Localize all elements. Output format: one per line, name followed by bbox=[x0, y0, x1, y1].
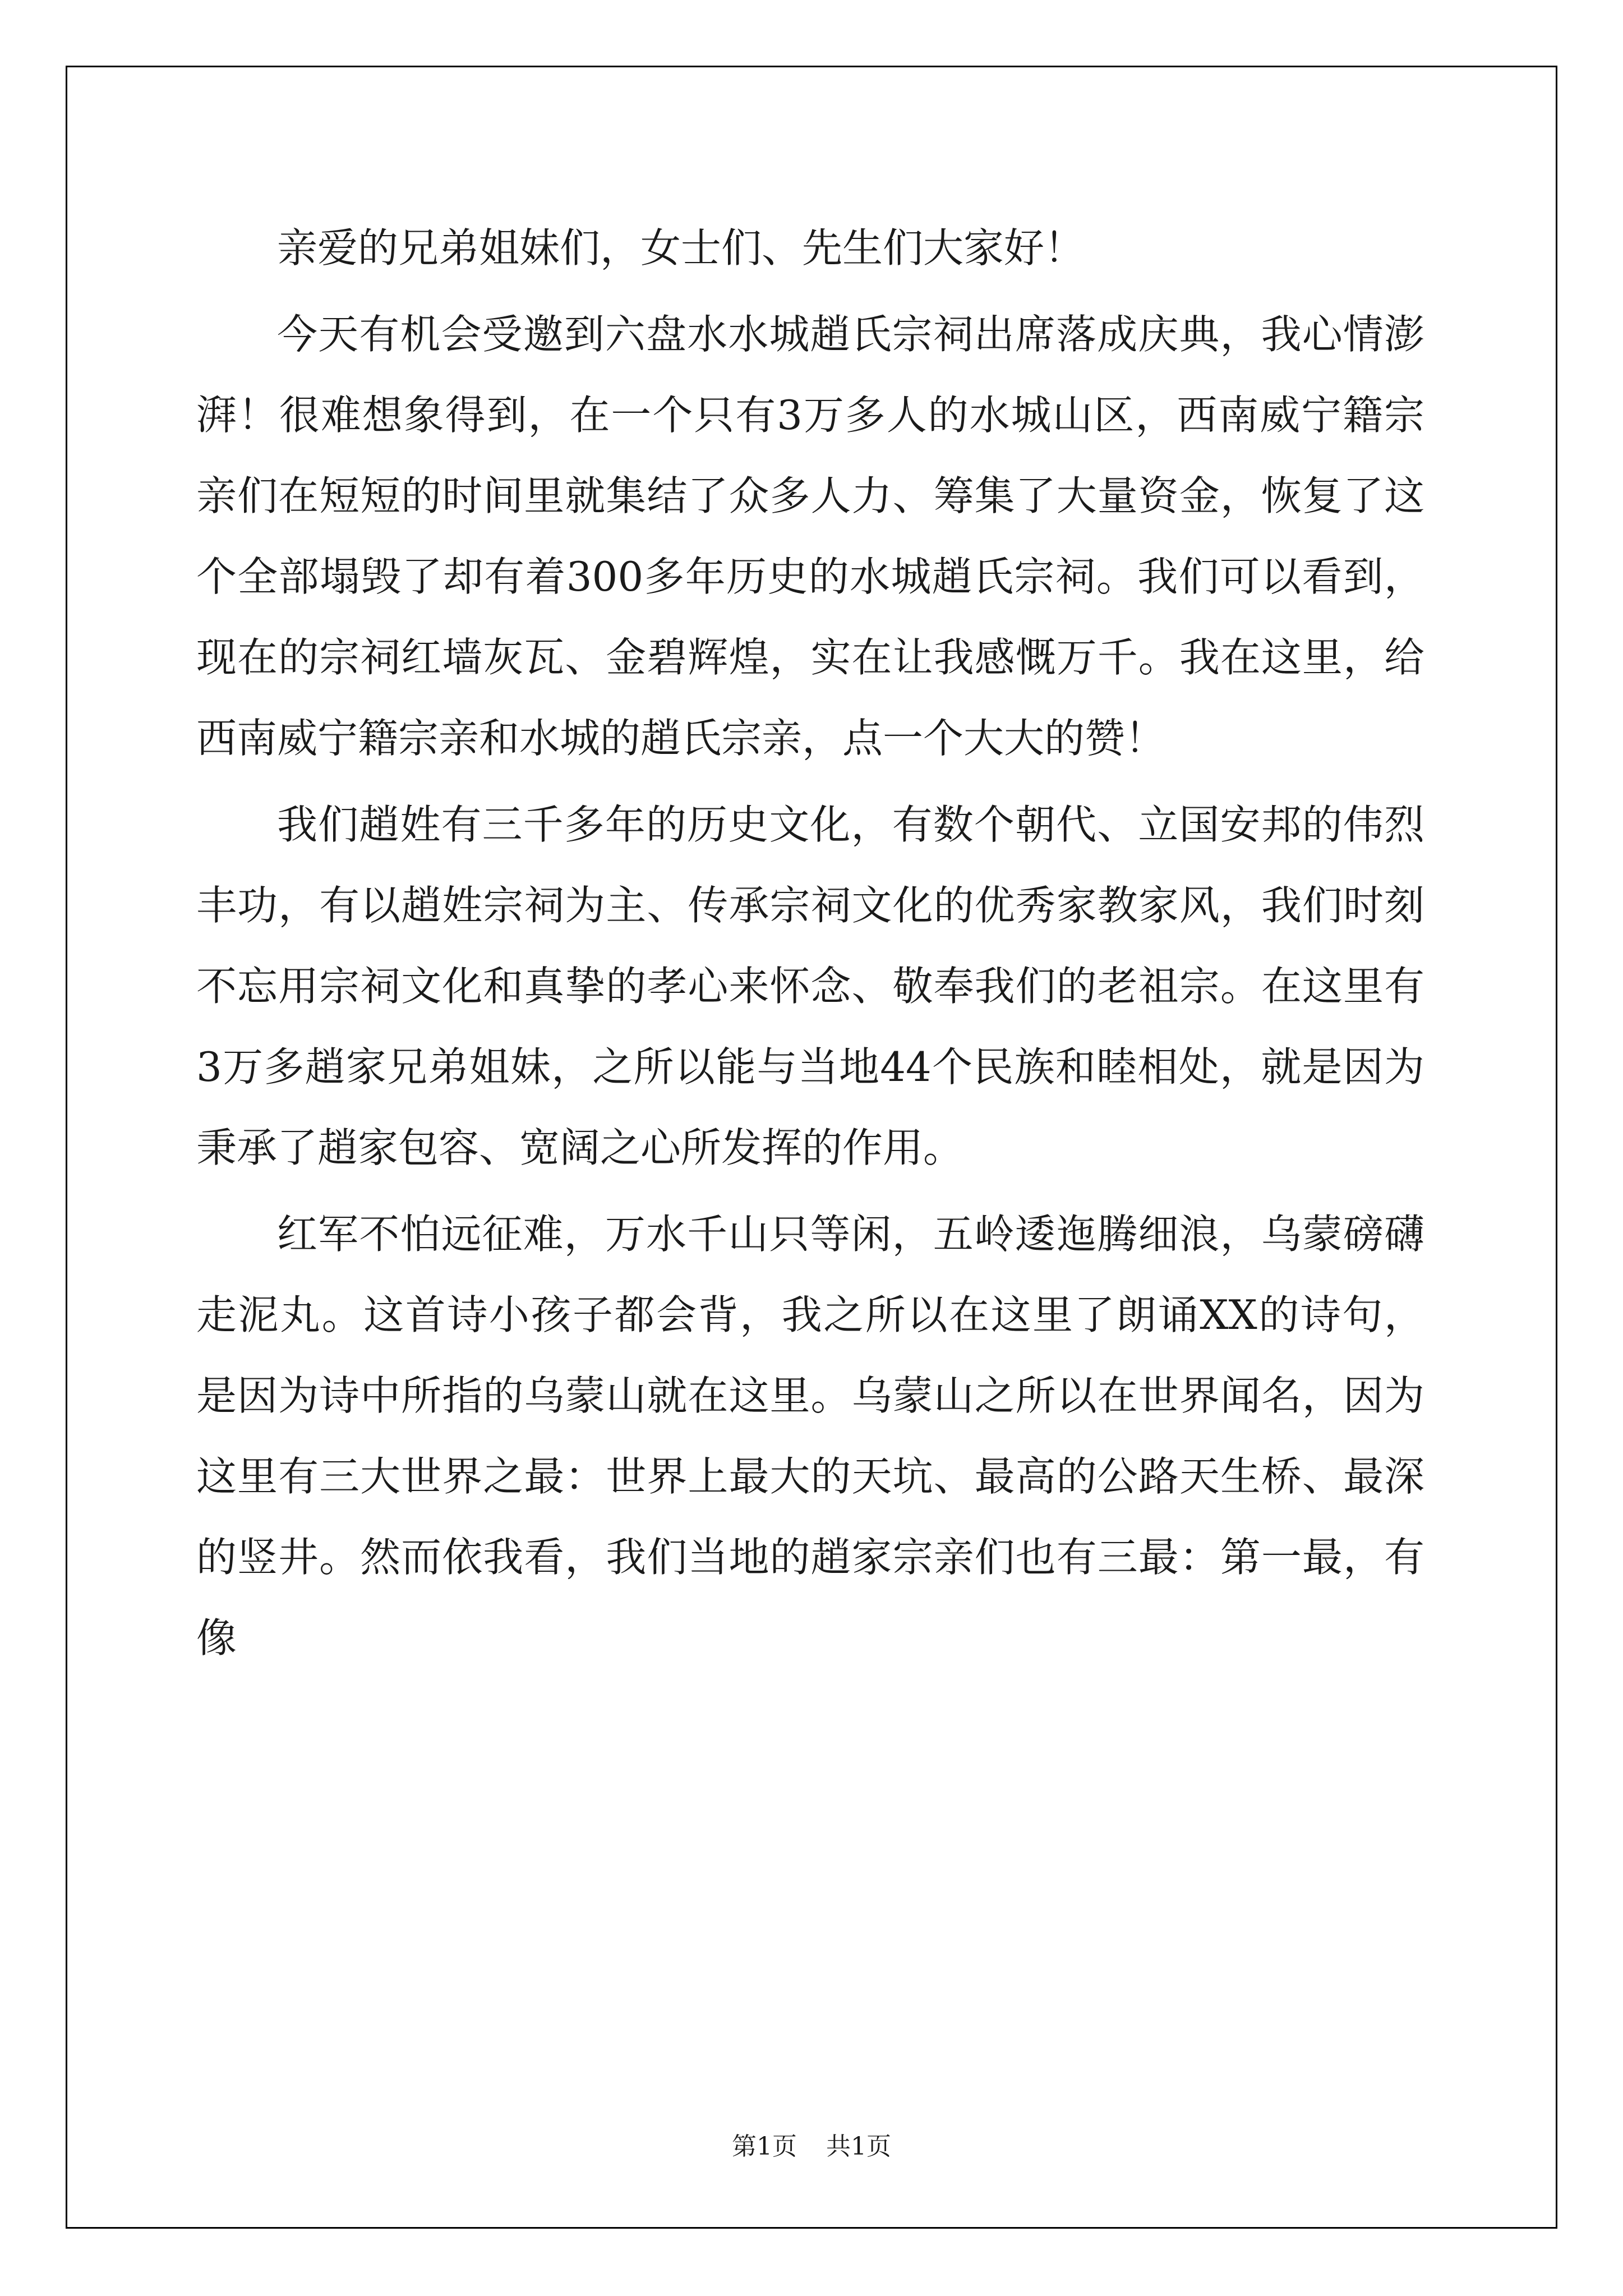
paragraph-history: 我们趙姓有三千多年的历史文化，有数个朝代、立国安邦的伟烈丰功，有以趙姓宗祠为主、传承宗祠文化的优秀家教家风，我们时刻不忘用宗祠文化和真挚的孝心来怀念、敬奉我们的老祖宗。在这里有3万多趙家兄弟姐妹，之所以能与当地44个民族和睦相处，就是因为秉承了趙家包容、宽阔之心所发挥的作用。 bbox=[196, 801, 1424, 1171]
document-body bbox=[196, 208, 1424, 1684]
page-footer bbox=[0, 2126, 1623, 2162]
page-total: 共1页 bbox=[826, 2132, 891, 2161]
paragraph-greeting: 亲爱的兄弟姐妹们，女士们、先生们大家好！ bbox=[277, 224, 1085, 272]
paragraph-ceremony: 今天有机会受邀到六盘水水城趙氏宗祠出席落成庆典，我心情澎湃！很难想象得到，在一个只有3万多人的水城山区，西南威宁籍宗亲们在短短的时间里就集结了众多人力、筹集了大量资金，恢复了这个全部塌毁了却有着300多年历史的水城趙氏宗祠。我们可以看到，现在的宗祠红墙灰瓦、金碧辉煌，实在让我感慨万千。我在这里，给西南威宁籍宗亲和水城的趙氏宗亲，点一个大大的赞！ bbox=[196, 311, 1424, 762]
page-number: 第1页 bbox=[732, 2132, 797, 2161]
paragraph-poem: 红军不怕远征难，万水千山只等闲，五岭逶迤腾细浪，乌蒙磅礴走泥丸。这首诗小孩子都会背，我之所以在这里了朗诵XX的诗句，是因为诗中所指的乌蒙山就在这里。乌蒙山之所以在世界闻名，因为这里有三大世界之最：世界上最大的天坑、最高的公路天生桥、最深的竖井。然而依我看，我们当地的趙家宗亲们也有三最：第一最，有像 bbox=[196, 1211, 1424, 1662]
